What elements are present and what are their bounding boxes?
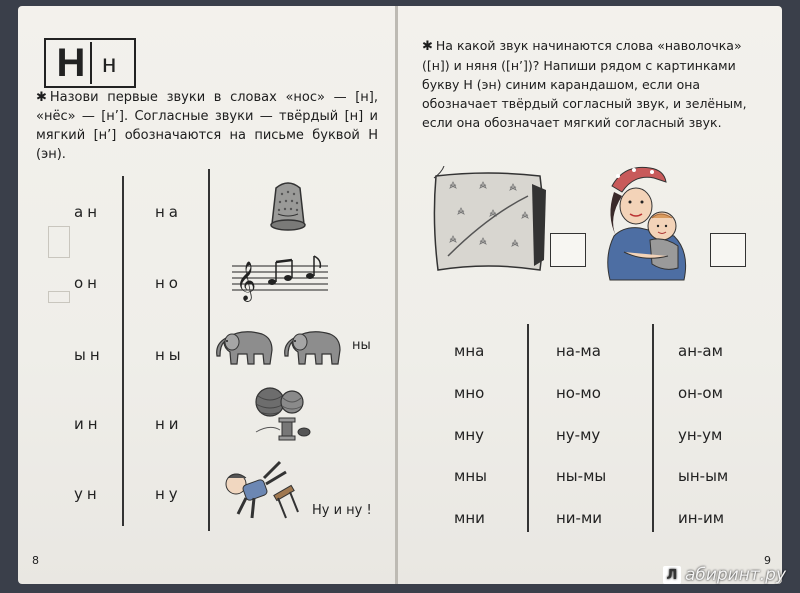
word: мна — [454, 342, 485, 360]
letter-box — [44, 38, 136, 88]
right-page — [398, 6, 782, 584]
answer-box[interactable] — [710, 233, 746, 267]
word: он-ом — [678, 384, 723, 402]
answer-box[interactable] — [550, 233, 586, 267]
word: мну — [454, 426, 484, 444]
word: ны-мы — [556, 467, 607, 485]
word: на-ма — [556, 342, 601, 360]
word: ну-му — [556, 426, 601, 444]
word: мни — [454, 509, 485, 527]
star-icon: ✱ — [422, 39, 433, 54]
syllable: ун — [74, 485, 101, 503]
syllable: ан — [74, 203, 101, 221]
word: ни-ми — [556, 509, 603, 527]
letter-lower: н — [102, 47, 117, 78]
ghost-box — [48, 226, 70, 258]
star-icon: ✱ — [36, 90, 47, 105]
watermark — [663, 565, 786, 585]
watermark-text: абиринт.ру — [684, 565, 786, 585]
syllable: ын — [74, 346, 104, 364]
syllable: ни — [155, 415, 183, 433]
elephant-icon — [212, 324, 280, 372]
letter-upper: Н — [46, 42, 92, 84]
music-notes-icon — [230, 248, 330, 304]
elephants-label: ны — [352, 338, 371, 353]
nanny-with-baby-icon — [594, 156, 704, 288]
task-text: На какой звук начинаются слова «наволочка» ([н]) и няня ([н’])? Напиши рядом с картинками букву Н (эн) синим карандашом, если она обозначает твёрдый согласный звук, и зелёным, если она обозначает мягкий согласный звук. — [422, 38, 747, 130]
column-divider — [527, 324, 529, 532]
syllable: ны — [155, 346, 185, 364]
task-instructions — [36, 88, 378, 164]
elephant-icon — [280, 324, 348, 372]
syllable: ин — [74, 415, 102, 433]
pillow-icon — [428, 166, 556, 278]
syllable: ну — [155, 485, 182, 503]
word: мны — [454, 467, 487, 485]
fall-label: Ну и ну ! — [312, 503, 372, 518]
left-page — [18, 6, 395, 584]
syllable: на — [155, 203, 182, 221]
word: ин-им — [678, 509, 725, 527]
word: мно — [454, 384, 485, 402]
page-number: 8 — [32, 554, 39, 567]
column-divider — [122, 176, 124, 526]
watermark-logo: Л — [663, 566, 681, 584]
task-instructions — [422, 36, 752, 132]
thimble-icon — [262, 176, 314, 232]
ghost-box — [48, 291, 70, 303]
word: но-мо — [556, 384, 601, 402]
task-text: Назови первые звуки в словах «нос» — [н], «нёс» — [н’]. Согласные звуки — твёрдый [н] и мягкий [н’] обозначаются на письме буквой Н (эн). — [36, 90, 378, 162]
falling-boy-icon — [216, 452, 306, 528]
page-number: 9 — [764, 554, 771, 567]
svg-text:𝄞: 𝄞 — [236, 261, 257, 301]
column-divider — [208, 169, 210, 531]
syllable: он — [74, 274, 101, 292]
syllable: но — [155, 274, 182, 292]
yarn-icon — [246, 384, 326, 444]
word: ун-ум — [678, 426, 723, 444]
word: ан-ам — [678, 342, 723, 360]
column-divider — [652, 324, 654, 532]
word: ын-ым — [678, 467, 729, 485]
